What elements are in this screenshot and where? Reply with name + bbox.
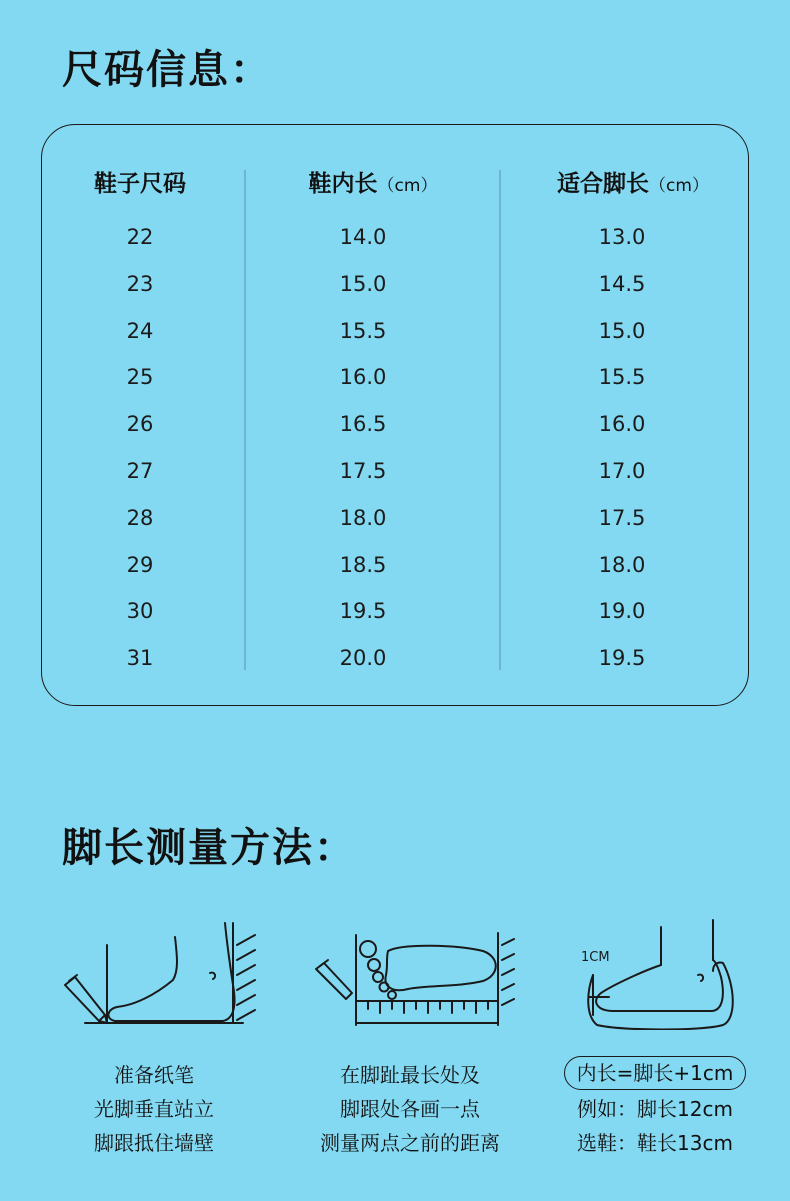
size-info-heading: 尺码信息：	[62, 47, 272, 93]
table-cell: 29	[126, 552, 154, 577]
caption-line: 脚跟处各画一点	[340, 1097, 480, 1121]
table-cell: 30	[126, 599, 154, 624]
caption-line: 测量两点之前的距离	[320, 1131, 500, 1155]
table-cell: 18.0	[598, 552, 646, 577]
table-cell: 18.5	[339, 552, 387, 577]
header-unit: （cm）	[649, 176, 709, 196]
caption-line: 选鞋：鞋长13cm	[577, 1131, 733, 1155]
table-cell: 24	[126, 318, 154, 343]
header-inner-length	[309, 165, 438, 198]
table-cell: 28	[126, 505, 154, 530]
header-foot-length	[557, 165, 709, 198]
table-cell: 17.0	[598, 459, 646, 483]
one-cm-label: 1CM	[581, 950, 610, 965]
foot-on-ruler-icon	[308, 915, 518, 1030]
table-cell: 15.0	[339, 271, 387, 296]
caption-line: 脚跟抵住墙壁	[94, 1131, 214, 1155]
table-cell: 31	[126, 646, 154, 671]
step3-caption	[535, 1056, 775, 1160]
foot-in-shoe-icon	[573, 915, 753, 1030]
table-cell: 14.0	[339, 225, 387, 249]
table-cell: 26	[126, 412, 154, 437]
header-label: 鞋内长	[308, 171, 378, 197]
caption-line: 准备纸笔	[114, 1063, 194, 1087]
table-cell: 27	[126, 459, 154, 483]
header-unit: （cm）	[377, 176, 438, 196]
table-cell: 15.5	[598, 365, 646, 390]
column-divider	[244, 170, 246, 670]
foot-against-wall-icon	[55, 915, 265, 1030]
table-cell: 19.0	[598, 599, 646, 624]
table-cell: 17.5	[598, 505, 646, 530]
column-divider	[499, 170, 501, 670]
table-cell: 20.0	[339, 646, 387, 671]
table-cell: 16.5	[339, 412, 387, 437]
table-cell: 16.0	[598, 412, 646, 437]
table-cell: 14.5	[598, 271, 646, 296]
caption-line: 光脚垂直站立	[94, 1097, 214, 1121]
measure-method-heading: 脚长测量方法：	[62, 825, 356, 871]
table-cell: 18.0	[339, 505, 387, 530]
header-label: 鞋子尺码	[94, 171, 186, 197]
step2-caption	[290, 1058, 530, 1160]
table-cell: 19.5	[339, 599, 387, 624]
header-shoe-size	[94, 165, 186, 198]
size-table	[41, 124, 749, 706]
caption-line: 在脚趾最长处及	[340, 1063, 480, 1087]
table-cell: 25	[126, 365, 154, 390]
table-cell: 13.0	[598, 225, 646, 249]
header-label: 适合脚长	[557, 171, 650, 197]
caption-line: 例如：脚长12cm	[577, 1097, 733, 1121]
table-cell: 19.5	[598, 646, 646, 671]
table-cell: 22	[126, 225, 154, 249]
table-cell: 23	[126, 271, 154, 296]
table-cell: 17.5	[339, 459, 387, 483]
table-cell: 15.0	[598, 318, 646, 343]
formula-badge: 内长=脚长+1cm	[564, 1056, 747, 1090]
table-cell: 16.0	[339, 365, 387, 390]
step1-caption	[34, 1058, 274, 1160]
table-cell: 15.5	[339, 318, 387, 343]
